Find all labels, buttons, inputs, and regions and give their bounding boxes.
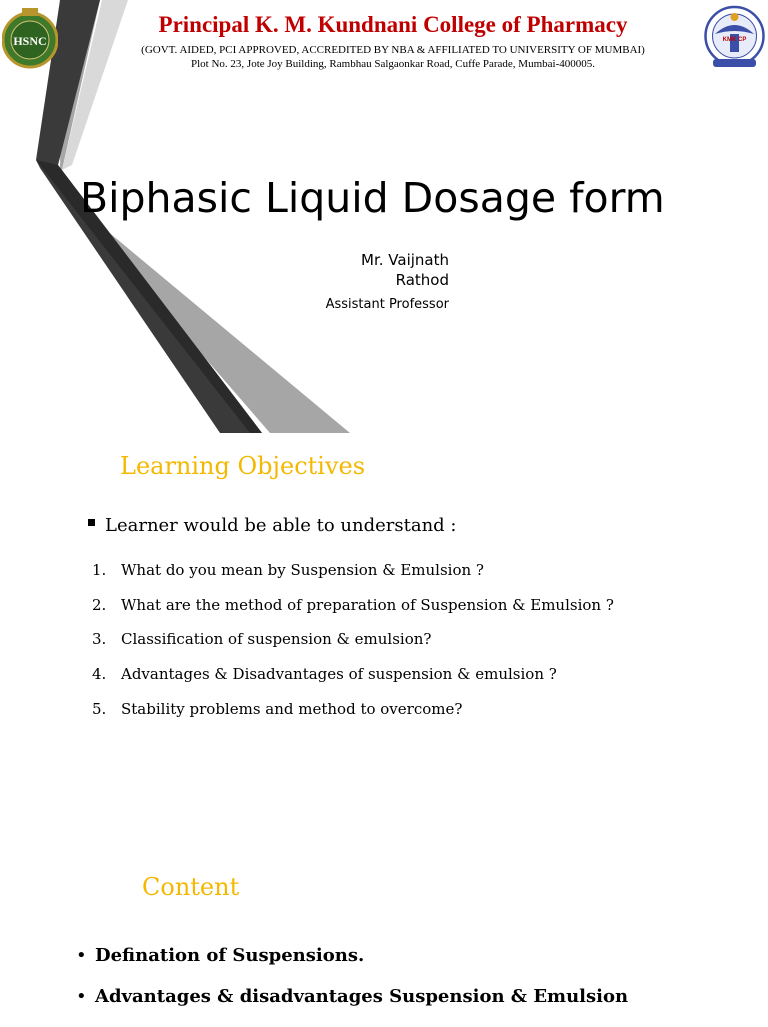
content-list <box>76 945 628 1027</box>
presenter-name-line1: Mr. Vaijnath <box>361 251 449 269</box>
objective-text: Stability problems and method to overcome? <box>121 699 463 718</box>
square-bullet-icon <box>88 519 95 526</box>
college-address: Plot No. 23, Jote Joy Building, Rambhau Salgaonkar Road, Cuffe Parade, Mumbai-400005. <box>190 58 595 70</box>
round-bullet-icon: • <box>76 986 87 1007</box>
objective-item <box>92 561 614 596</box>
objective-text: What do you mean by Suspension & Emulsion ? <box>121 561 484 579</box>
content-heading: Content <box>142 873 240 901</box>
objectives-slide <box>0 433 768 1024</box>
college-affiliation: (GOVT. AIDED, PCI APPROVED, ACCREDITED BY NBA & AFFILIATED TO UNIVERSITY OF MUMBAI) <box>141 44 645 56</box>
intro-text: Learner would be able to understand : <box>105 515 457 536</box>
objectives-list <box>92 561 614 734</box>
round-bullet-icon: • <box>76 945 87 966</box>
learning-objectives-intro <box>88 515 457 536</box>
content-item-text: Advantages & disadvantages Suspension & Emulsion <box>95 986 629 1007</box>
hsnc-logo-icon <box>2 2 58 76</box>
objective-item <box>92 630 614 665</box>
objective-item <box>92 700 614 735</box>
objective-item <box>92 596 614 631</box>
college-emblem-icon <box>703 4 766 72</box>
objective-text: Classification of suspension & emulsion? <box>121 630 432 649</box>
title-slide <box>0 0 768 433</box>
objective-text: Advantages & Disadvantages of suspension & emulsion ? <box>121 665 557 684</box>
presenter-designation: Assistant Professor <box>325 297 449 312</box>
presentation-title: Biphasic Liquid Dosage form <box>80 174 665 222</box>
svg-text:HSNC: HSNC <box>13 34 47 48</box>
learning-objectives-heading: Learning Objectives <box>120 452 366 480</box>
presenter-name-line2: Rathod <box>395 271 449 289</box>
objective-number: 2. <box>92 595 107 614</box>
content-item-text: Defination of Suspensions. <box>95 945 365 966</box>
objective-number: 1. <box>92 561 107 579</box>
content-item <box>76 986 628 1027</box>
presenter-name <box>300 250 449 290</box>
objective-number: 3. <box>92 630 107 649</box>
svg-text:KMK CP: KMK CP <box>722 37 747 43</box>
college-name: Principal K. M. Kundnani College of Pharmacy <box>158 12 628 37</box>
objective-item <box>92 665 614 700</box>
objective-number: 5. <box>92 699 107 718</box>
content-item <box>76 945 628 986</box>
objective-text: What are the method of preparation of Suspension & Emulsion ? <box>121 595 614 614</box>
objective-number: 4. <box>92 665 107 684</box>
